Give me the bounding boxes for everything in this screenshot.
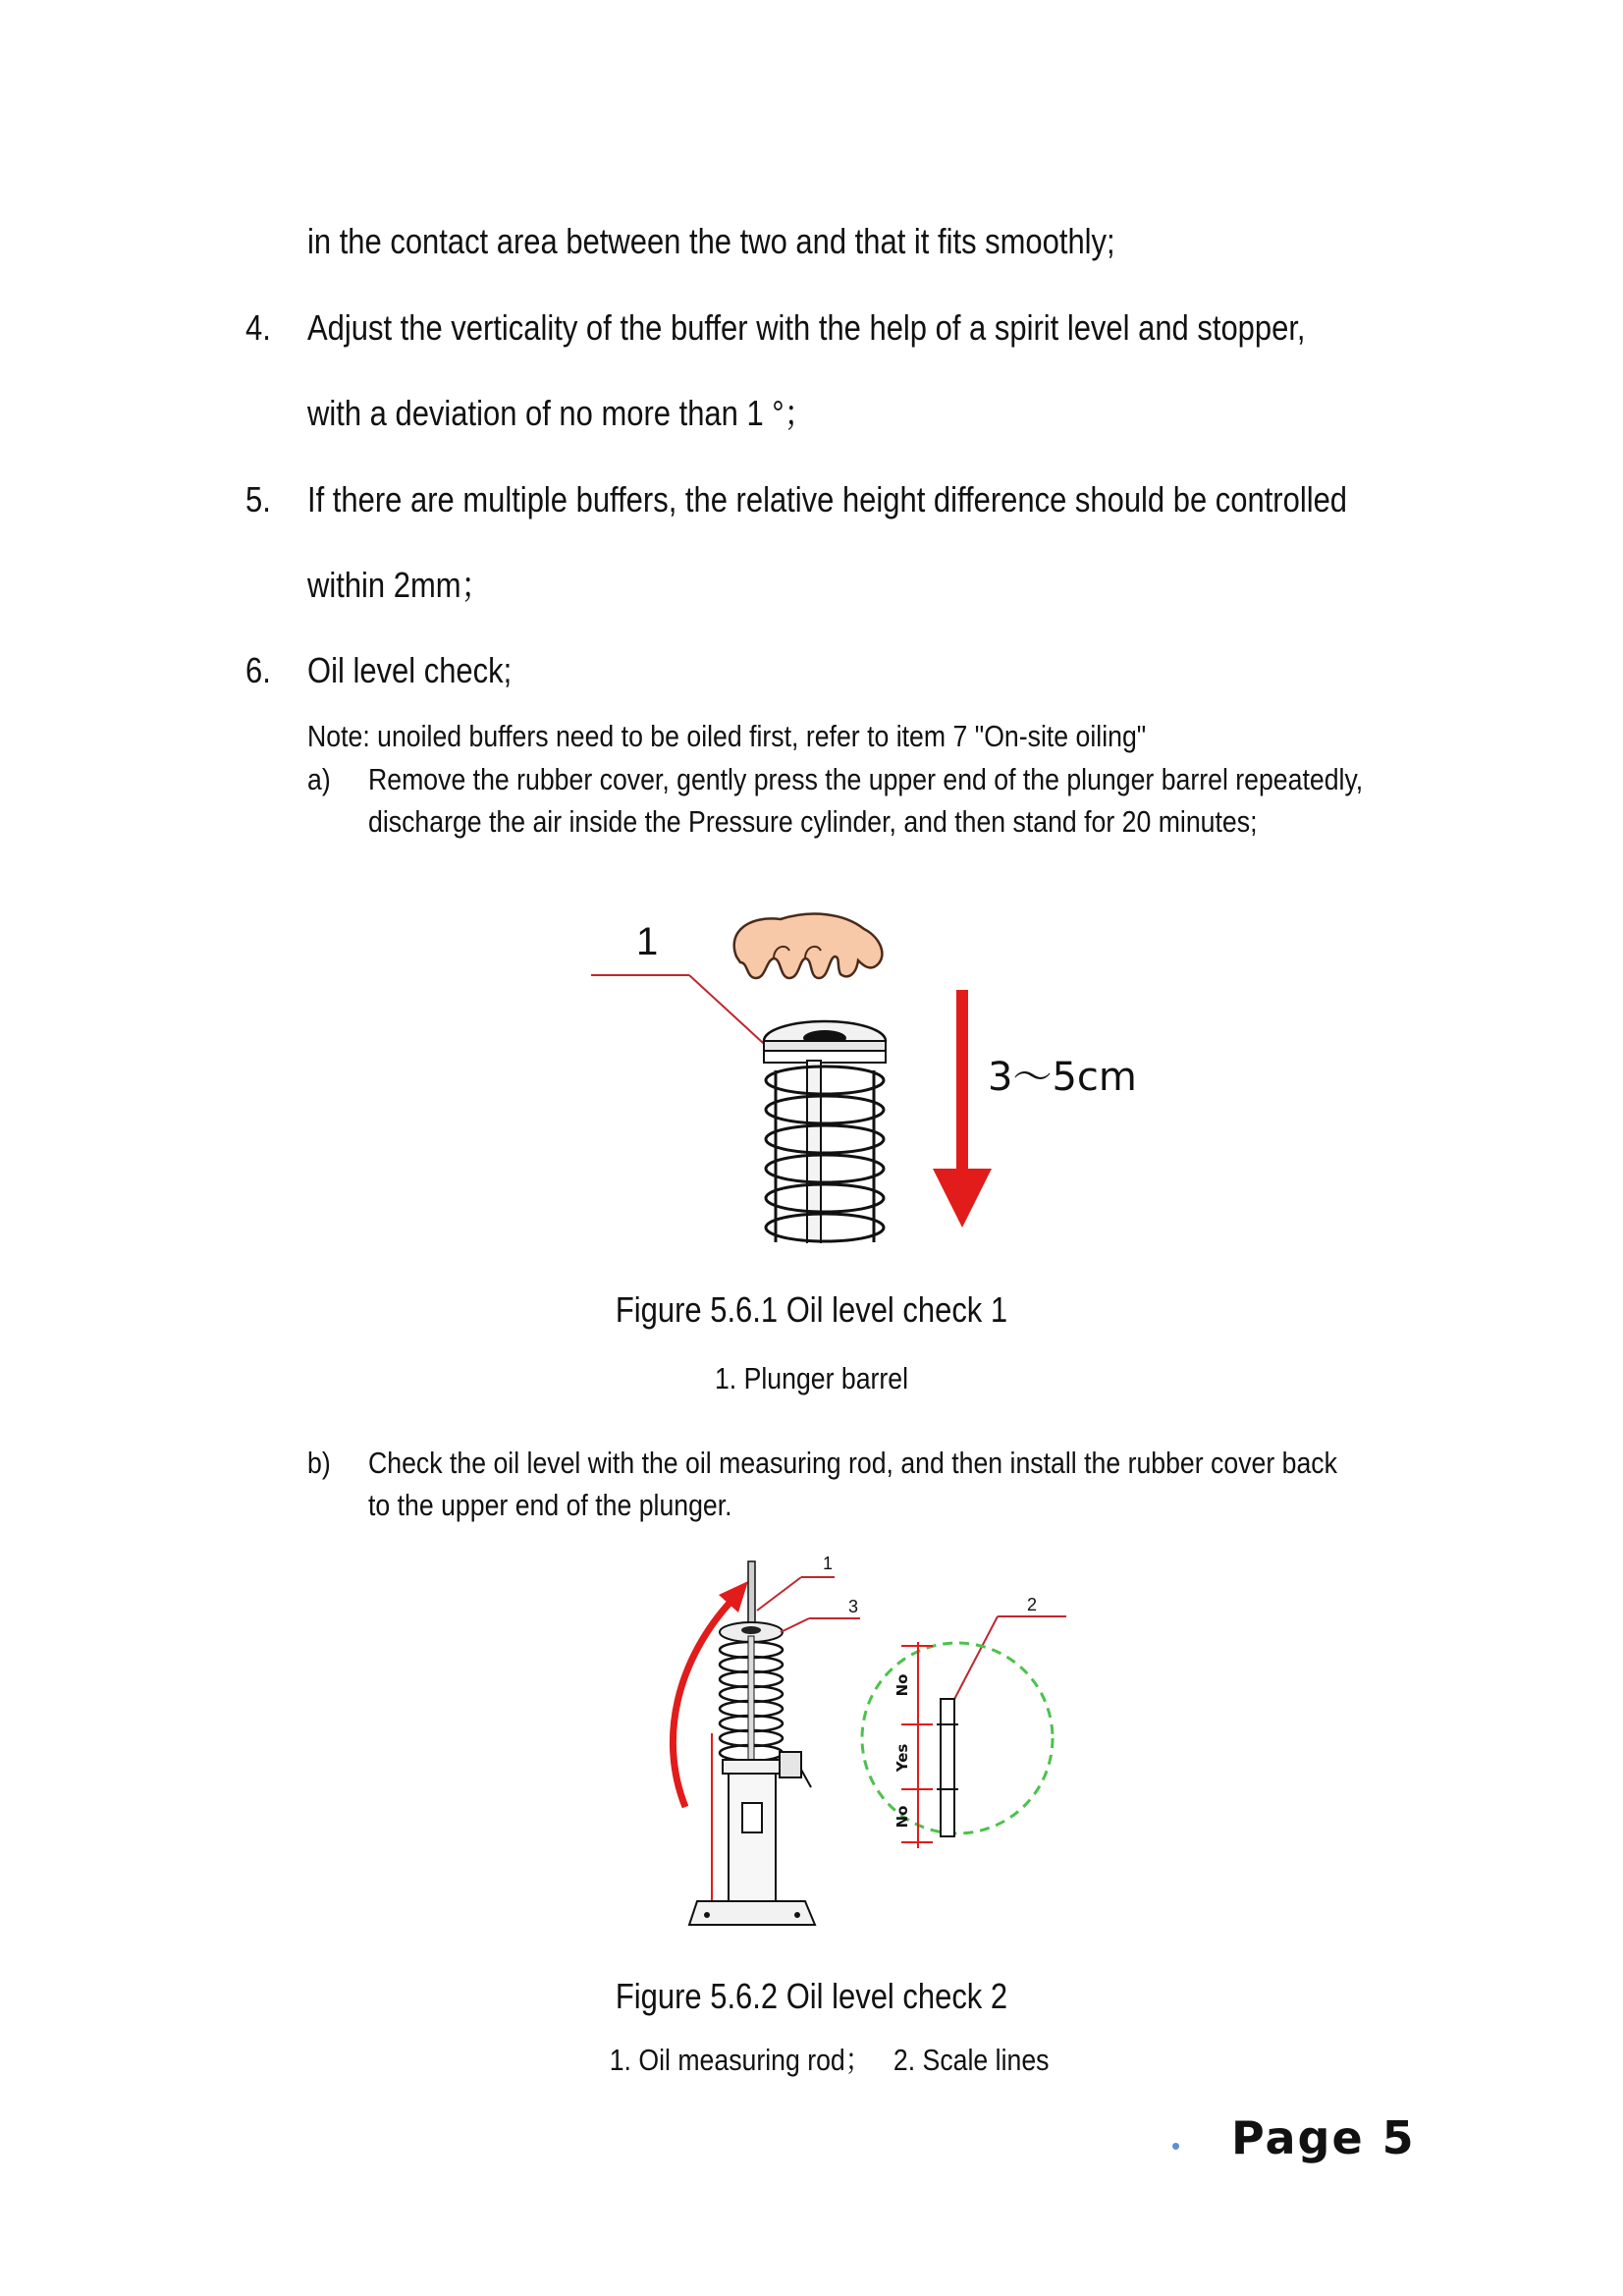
- footer-bullet: •: [1171, 2131, 1181, 2160]
- item-5-line-1: If there are multiple buffers, the relative height difference should be controlled: [307, 479, 1348, 519]
- figure-5-6-2-illustration: [638, 1552, 1080, 1944]
- press-down-arrow: [933, 990, 992, 1228]
- scale-label-yes: Yes: [893, 1743, 911, 1773]
- figure2-legend-1: 1. Oil measuring rod；: [609, 2043, 872, 2077]
- figure2-legend-2: 2. Scale lines: [893, 2043, 1050, 2077]
- step-a-marker: a): [307, 762, 331, 796]
- figure1-legend: 1. Plunger barrel: [714, 1361, 909, 1395]
- continuation-text: in the contact area between the two and that it fits smoothly;: [307, 221, 1115, 261]
- item-6-line-1: Oil level check;: [307, 650, 513, 690]
- step-a-line-1: Remove the rubber cover, gently press the upper end of the plunger barrel repeatedly,: [368, 762, 1364, 796]
- item-6-number: 6.: [245, 650, 271, 690]
- figure2-leader-3-diagonal: [781, 1618, 809, 1632]
- figure1-caption: Figure 5.6.1 Oil level check 1: [615, 1289, 1008, 1330]
- scale-label-no-top: No: [893, 1673, 911, 1697]
- scale-label-no-bottom: No: [893, 1805, 911, 1829]
- scale-zoom-circle: [862, 1643, 1053, 1833]
- oil-measuring-rod: [748, 1561, 755, 1630]
- figure2-caption: Figure 5.6.2 Oil level check 2: [615, 1976, 1008, 2016]
- page-number: Page 5: [1231, 2111, 1416, 2164]
- step-b-line-1: Check the oil level with the oil measuring rod, and then install the rubber cover back: [368, 1446, 1337, 1480]
- figure1-leader-line-diagonal: [689, 975, 774, 1053]
- step-a-line-2: discharge the air inside the Pressure cylinder, and then stand for 20 minutes;: [368, 804, 1258, 839]
- figure2-leader-2-diagonal: [950, 1616, 998, 1707]
- coil-spring: [766, 1066, 884, 1242]
- plunger-barrel: [764, 1021, 886, 1257]
- step-b-marker: b): [307, 1446, 331, 1480]
- item-4-number: 4.: [245, 307, 271, 348]
- item-4-line-2: with a deviation of no more than 1 °；: [307, 393, 815, 433]
- figure2-callout-1: 1: [823, 1554, 834, 1573]
- oil-buffer: [689, 1622, 815, 1925]
- figure2-callout-3: 3: [848, 1597, 859, 1616]
- press-distance-label: 3～5cm: [988, 1055, 1137, 1100]
- figure-5-6-1-illustration: [579, 903, 1168, 1257]
- figure2-callout-2: 2: [1027, 1595, 1038, 1614]
- item-4-line-1: Adjust the verticality of the buffer with the help of a spirit level and stopper,: [307, 307, 1306, 348]
- figure1-callout-1: 1: [636, 920, 659, 963]
- item-5-number: 5.: [245, 479, 271, 519]
- oiling-note: Note: unoiled buffers need to be oiled first, refer to item 7 "On-site oiling": [307, 719, 1147, 753]
- finger-press-icon: [734, 914, 883, 978]
- figure2-leader-1-diagonal: [757, 1577, 801, 1611]
- step-b-line-2: to the upper end of the plunger.: [368, 1488, 732, 1522]
- item-5-line-2: within 2mm；: [307, 565, 492, 605]
